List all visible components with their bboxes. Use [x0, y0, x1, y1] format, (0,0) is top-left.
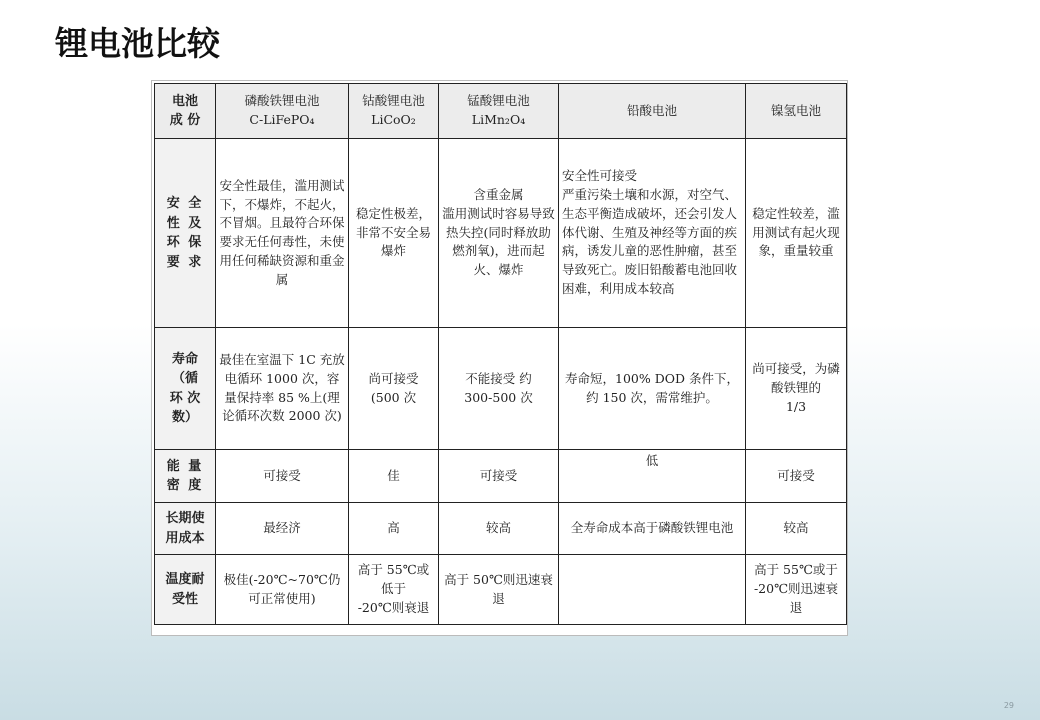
table-cell: 可接受 [746, 450, 847, 503]
table-row [155, 555, 847, 625]
page-number: 29 [1003, 701, 1014, 710]
table-row [155, 139, 847, 328]
table-cell: 低 [559, 450, 746, 503]
row-label-temperature: 温度耐 受性 [155, 555, 216, 625]
table-cell: 安全性可接受 严重污染土壤和水源，对空气、生态平衡造成破坏，还会引发人体代谢、生殖及神经等方面的疾病，诱发儿童的恶性肿瘤，甚至导致死亡。废旧铅酸蓄电池回收困难，利用成本较高 [559, 139, 746, 328]
corner-cell: 电池 成 份 [155, 84, 216, 139]
table-cell: 稳定性极差，非常不安全易爆炸 [349, 139, 439, 328]
table-cell: 较高 [439, 503, 559, 555]
table-cell: 全寿命成本高于磷酸铁锂电池 [559, 503, 746, 555]
comparison-table-image [151, 80, 848, 636]
row-label-lifespan: 寿命 （循 环 次 数） [155, 328, 216, 450]
header-licoo2: 钴酸锂电池 LiCoO₂ [349, 84, 439, 139]
table-cell: 尚可接受，为磷酸铁锂的 1/3 [746, 328, 847, 450]
table-cell: 稳定性较差，滥用测试有起火现象，重量较重 [746, 139, 847, 328]
table-cell: 高 [349, 503, 439, 555]
table-cell: 尚可接受 (500 次 [349, 328, 439, 450]
table-cell: 高于 55℃或于 -20℃则迅速衰退 [746, 555, 847, 625]
table-cell: 较高 [746, 503, 847, 555]
row-label-long-term-cost: 长期使 用成本 [155, 503, 216, 555]
row-label-energy-density: 能 量 密 度 [155, 450, 216, 503]
header-lead-acid: 铅酸电池 [559, 84, 746, 139]
table-cell: 安全性最佳，滥用测试下，不爆炸，不起火，不冒烟。且最符合环保要求无任何毒性，未使用任何稀缺资源和重金属 [216, 139, 349, 328]
table-row [155, 503, 847, 555]
header-limn2o4: 锰酸锂电池 LiMn₂O₄ [439, 84, 559, 139]
table-header-row [155, 84, 847, 139]
battery-comparison-table [154, 83, 847, 625]
table-cell: 含重金属 滥用测试时容易导致热失控(同时释放助燃剂氧)，进而起火、爆炸 [439, 139, 559, 328]
table-row [155, 450, 847, 503]
table-cell [559, 555, 746, 625]
table-row [155, 328, 847, 450]
table-cell: 高于 55℃或低于 -20℃则衰退 [349, 555, 439, 625]
table-cell: 最佳在室温下 1C 充放电循环 1000 次，容量保持率 85 %上(理论循环次数 2000 次) [216, 328, 349, 450]
table-cell: 可接受 [439, 450, 559, 503]
table-cell: 高于 50℃则迅速衰退 [439, 555, 559, 625]
table-cell: 可接受 [216, 450, 349, 503]
table-cell: 佳 [349, 450, 439, 503]
table-cell: 不能接受 约 300-500 次 [439, 328, 559, 450]
row-label-safety: 安 全 性 及 环 保 要 求 [155, 139, 216, 328]
slide-title: 锂电池比较 [55, 24, 220, 63]
header-nimh: 镍氢电池 [746, 84, 847, 139]
table-cell: 寿命短，100% DOD 条件下，约 150 次，需常维护。 [559, 328, 746, 450]
header-lifepo4: 磷酸铁锂电池 C-LiFePO₄ [216, 84, 349, 139]
table-cell: 最经济 [216, 503, 349, 555]
table-cell: 极佳(-20℃~70℃仍可正常使用) [216, 555, 349, 625]
